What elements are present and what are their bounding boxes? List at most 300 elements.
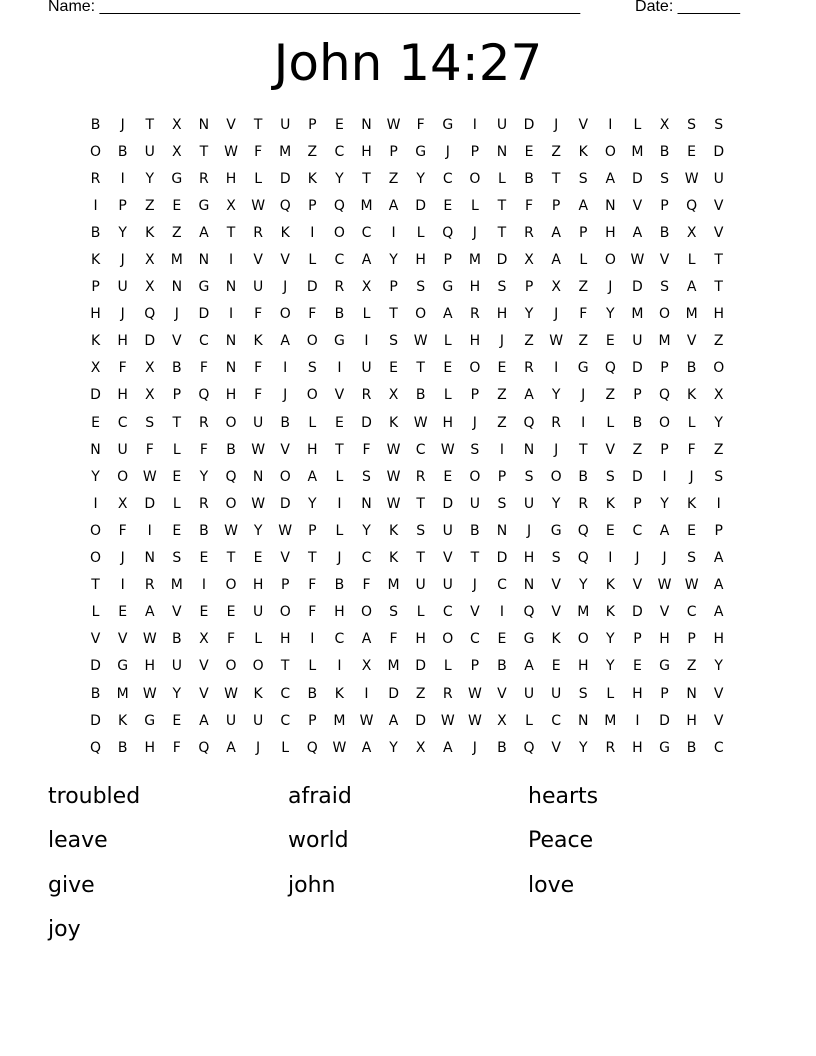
grid-letter: J [120,252,125,269]
grid-letter: T [497,224,507,241]
grid-letter: Q [577,522,589,539]
grid-letter: C [334,252,345,269]
grid-letter: O [117,468,129,485]
word-item: give [48,872,95,898]
grid-row [82,626,732,653]
grid-letter: F [579,306,588,323]
grid-letter: N [523,577,535,594]
grid-letter: O [604,143,616,160]
grid-letter: P [389,143,398,160]
grid-letter: L [687,414,696,431]
grid-letter: E [497,631,507,648]
date-field: Date: _______ [635,0,740,15]
grid-letter: Y [172,685,182,702]
grid-letter: J [120,116,125,133]
grid-letter: C [686,604,697,621]
grid-letter: S [578,170,588,187]
grid-letter: O [90,522,102,539]
grid-letter: F [308,577,317,594]
grid-letter: I [716,495,721,512]
grid-row [82,653,732,680]
grid-letter: O [713,360,725,377]
grid-letter: I [364,685,369,702]
grid-letter: K [118,712,128,729]
grid-letter: Z [605,387,616,404]
grid-letter: E [91,414,100,431]
grid-letter: D [198,306,210,323]
grid-letter: R [90,170,101,187]
grid-letter: X [415,739,426,756]
grid-letter: I [662,468,667,485]
grid-letter: Y [524,306,534,323]
grid-letter: P [633,387,642,404]
grid-letter: T [714,252,723,269]
grid-letter: H [334,604,345,621]
grid-letter: N [252,468,264,485]
grid-letter: A [361,739,372,756]
grid-letter: T [416,495,425,512]
grid-letter: C [361,550,372,567]
page-title: John 14:27 [273,34,543,92]
grid-letter: X [90,360,101,377]
grid-letter: O [225,414,237,431]
grid-letter: Z [172,224,182,241]
grid-letter: C [469,631,480,648]
grid-letter: B [686,739,697,756]
grid-letter: H [117,333,128,350]
grid-letter: Q [659,387,671,404]
grid-letter: X [497,712,507,729]
grid-letter: P [660,360,669,377]
grid-letter: J [662,550,667,567]
grid-letter: E [605,333,615,350]
grid-letter: Y [551,387,561,404]
grid-letter: W [413,414,428,431]
grid-letter: K [388,414,399,431]
grid-letter: M [685,306,698,323]
grid-letter: I [228,306,234,323]
grid-letter: Z [307,143,318,160]
grid-letter: E [118,604,128,621]
grid-letter: A [686,279,697,296]
grid-letter: H [686,712,697,729]
grid-letter: X [361,658,372,675]
grid-letter: Z [578,279,589,296]
grid-letter: B [415,387,426,404]
grid-letter: T [145,116,155,133]
grid-letter: D [361,414,372,431]
grid-letter: O [659,306,671,323]
grid-letter: W [278,522,293,539]
grid-letter: O [225,495,237,512]
grid-letter: Q [225,468,237,485]
grid-letter: Y [145,170,155,187]
grid-letter: U [225,712,237,729]
grid-letter: Y [714,414,723,431]
grid-letter: Y [660,495,669,512]
grid-letter: L [335,522,344,539]
grid-letter: A [578,197,589,214]
grid-letter: V [713,224,724,241]
grid-letter: S [389,333,399,350]
grid-letter: B [524,170,534,187]
grid-letter: Q [686,197,698,214]
grid-letter: U [442,522,453,539]
grid-letter: H [442,414,454,431]
grid-letter: X [551,279,561,296]
grid-letter: A [713,604,724,621]
grid-letter: J [526,522,532,539]
word-item: afraid [288,783,352,809]
grid-letter: L [254,631,263,648]
grid-row [82,274,732,301]
grid-row [82,599,732,626]
grid-letter: W [684,577,699,594]
grid-letter: U [252,712,264,729]
grid-letter: L [525,712,533,729]
grid-letter: M [279,143,292,160]
grid-letter: H [496,306,508,323]
grid-letter: R [361,387,372,404]
grid-letter: K [605,577,615,594]
grid-letter: V [551,739,561,756]
word-item: hearts [528,783,599,809]
grid-letter: W [224,685,238,702]
grid-letter: N [144,550,155,567]
grid-letter: M [360,197,373,214]
grid-letter: R [199,495,209,512]
grid-letter: T [226,224,236,241]
grid-letter: R [144,577,155,594]
grid-letter: B [497,739,507,756]
grid-letter: S [416,279,426,296]
word-item: Peace [528,828,594,854]
grid-letter: C [199,333,209,350]
grid-letter: N [523,441,535,458]
grid-letter: U [442,577,453,594]
grid-letter: Y [362,522,371,539]
grid-letter: U [144,143,155,160]
grid-letter: P [308,712,317,729]
grid-letter: Q [144,306,156,323]
grid-letter: C [415,441,426,458]
grid-letter: N [496,522,508,539]
grid-letter: U [252,279,264,296]
grid-letter: M [333,712,346,729]
grid-letter: I [499,441,505,458]
grid-letter: G [659,658,670,675]
grid-letter: R [578,495,589,512]
grid-letter: F [308,306,317,323]
grid-letter: H [252,577,264,594]
grid-letter: O [659,414,671,431]
grid-letter: I [608,116,613,133]
grid-letter: F [254,360,263,377]
grid-letter: J [256,739,261,756]
grid-letter: T [280,658,290,675]
grid-letter: Y [578,739,588,756]
grid-letter: C [551,712,562,729]
grid-letter: Q [523,739,535,756]
grid-letter: D [632,604,643,621]
grid-letter: C [442,170,453,187]
grid-letter: Y [606,306,615,323]
grid-letter: N [198,116,210,133]
grid-letter: M [116,685,129,702]
grid-letter: S [470,441,480,458]
grid-letter: R [469,306,480,323]
grid-letter: V [659,252,670,269]
grid-letter: Y [389,252,398,269]
grid-letter: L [416,604,425,621]
grid-letter: V [226,116,236,133]
grid-letter: P [579,224,588,241]
grid-row [82,355,732,382]
grid-letter: O [225,577,237,594]
grid-letter: U [171,658,182,675]
grid-letter: D [632,279,643,296]
grid-letter: L [606,414,615,431]
grid-letter: K [307,170,317,187]
grid-letter: A [280,333,290,350]
grid-letter: S [362,468,371,485]
grid-row [82,545,732,572]
grid-letter: G [144,712,156,729]
grid-letter: G [198,197,210,214]
grid-letter: E [334,116,344,133]
grid-letter: L [362,306,371,323]
grid-letter: I [581,414,586,431]
grid-letter: N [686,685,697,702]
word-item: troubled [48,783,141,809]
word-item: john [288,872,336,898]
grid-letter: A [388,712,399,729]
grid-letter: C [280,685,291,702]
grid-letter: Y [335,170,344,187]
letter-grid [82,111,732,761]
grid-letter: O [550,468,562,485]
grid-letter: D [632,170,643,187]
grid-letter: U [523,685,535,702]
grid-letter: W [224,522,238,539]
grid-letter: Z [524,333,534,350]
grid-letter: P [118,197,127,214]
grid-letter: E [497,360,507,377]
grid-letter: W [251,197,266,214]
grid-letter: R [551,414,561,431]
grid-letter: A [361,631,372,648]
word-list-row [48,908,768,953]
grid-letter: T [416,360,425,377]
grid-letter: V [199,685,209,702]
grid-letter: E [172,197,182,214]
grid-letter: A [199,224,209,241]
grid-letter: L [91,604,100,621]
grid-letter: B [280,414,290,431]
grid-letter: W [386,468,401,485]
grid-letter: P [497,468,507,485]
grid-letter: G [198,279,210,296]
grid-letter: H [90,306,101,323]
grid-letter: W [251,441,266,458]
grid-letter: F [226,631,236,648]
grid-letter: I [228,252,234,269]
grid-letter: G [577,360,589,377]
grid-letter: N [225,333,237,350]
grid-row [82,192,732,219]
grid-letter: T [199,143,209,160]
grid-letter: W [142,685,157,702]
grid-letter: O [469,360,481,377]
grid-letter: V [90,631,101,648]
grid-letter: H [415,252,426,269]
grid-letter: I [201,577,206,594]
grid-letter: I [635,712,640,729]
grid-letter: W [657,577,672,594]
word-list-row [48,774,768,819]
grid-letter: H [117,387,128,404]
grid-letter: K [578,143,588,160]
grid-letter: J [472,224,477,241]
grid-letter: D [442,495,454,512]
grid-letter: P [687,631,696,648]
grid-letter: A [199,712,209,729]
grid-letter: B [307,685,318,702]
grid-letter: K [687,387,697,404]
grid-letter: V [713,685,724,702]
grid-letter: I [391,224,396,241]
grid-letter: K [90,333,101,350]
grid-letter: L [579,252,588,269]
grid-letter: U [469,495,480,512]
grid-letter: H [659,631,670,648]
grid-letter: T [578,441,588,458]
grid-letter: D [90,658,101,675]
grid-letter: X [659,116,670,133]
grid-letter: E [687,522,697,539]
grid-letter: D [90,387,101,404]
grid-letter: J [689,468,694,485]
grid-letter: N [577,712,589,729]
grid-letter: D [659,712,670,729]
grid-letter: X [144,387,155,404]
grid-letter: S [660,170,669,187]
grid-letter: B [659,143,670,160]
grid-letter: B [334,577,345,594]
grid-letter: W [684,170,699,187]
grid-letter: G [415,143,427,160]
grid-letter: O [469,468,481,485]
grid-letter: H [577,658,589,675]
grid-letter: J [174,306,179,323]
grid-letter: B [497,658,507,675]
grid-letter: F [254,387,263,404]
grid-letter: G [442,279,454,296]
grid-letter: W [440,712,455,729]
grid-letter: G [333,333,345,350]
grid-letter: Q [333,197,345,214]
grid-letter: R [605,739,616,756]
grid-letter: E [443,468,453,485]
grid-letter: J [283,279,288,296]
grid-letter: X [144,360,155,377]
grid-letter: O [442,631,454,648]
grid-letter: U [252,604,264,621]
grid-letter: G [659,739,670,756]
grid-letter: O [306,333,318,350]
grid-letter: L [687,252,696,269]
grid-letter: H [632,739,643,756]
grid-letter: G [117,658,129,675]
grid-letter: Z [144,197,155,214]
grid-letter: O [279,604,291,621]
grid-letter: O [306,387,318,404]
grid-letter: V [172,604,182,621]
grid-letter: F [145,441,154,458]
grid-letter: U [280,116,291,133]
grid-letter: K [90,252,101,269]
grid-letter: J [581,387,586,404]
grid-letter: S [551,550,561,567]
grid-letter: M [577,604,590,621]
grid-letter: K [605,495,615,512]
grid-letter: H [225,170,237,187]
grid-letter: O [225,658,237,675]
grid-letter: D [496,550,508,567]
grid-letter: Z [632,441,643,458]
grid-letter: H [469,333,481,350]
grid-row [82,734,732,761]
grid-letter: S [172,550,182,567]
grid-letter: O [360,604,372,621]
grid-letter: F [118,360,127,377]
grid-letter: L [172,495,181,512]
grid-letter: O [90,143,102,160]
grid-letter: K [388,550,399,567]
grid-letter: Q [198,739,210,756]
grid-letter: H [144,739,155,756]
grid-row [82,707,732,734]
grid-letter: F [172,739,181,756]
grid-letter: O [604,252,616,269]
grid-letter: Q [604,360,616,377]
grid-letter: J [337,550,342,567]
grid-letter: E [199,604,209,621]
grid-letter: O [415,306,427,323]
grid-letter: H [523,550,535,567]
grid-letter: Y [606,631,615,648]
grid-letter: I [337,360,342,377]
grid-letter: A [524,658,534,675]
grid-letter: F [118,522,127,539]
grid-letter: B [199,522,209,539]
grid-letter: W [332,739,347,756]
grid-letter: Y [118,224,127,241]
word-item: love [528,872,575,898]
grid-letter: V [686,333,697,350]
grid-letter: T [308,550,317,567]
grid-row [82,138,732,165]
word-item: leave [48,828,108,854]
grid-letter: T [226,550,236,567]
grid-letter: I [120,170,125,187]
grid-letter: V [334,387,345,404]
grid-letter: X [172,143,182,160]
grid-letter: Q [279,197,291,214]
grid-letter: T [551,170,561,187]
grid-letter: E [172,712,182,729]
grid-letter: Y [714,658,723,675]
